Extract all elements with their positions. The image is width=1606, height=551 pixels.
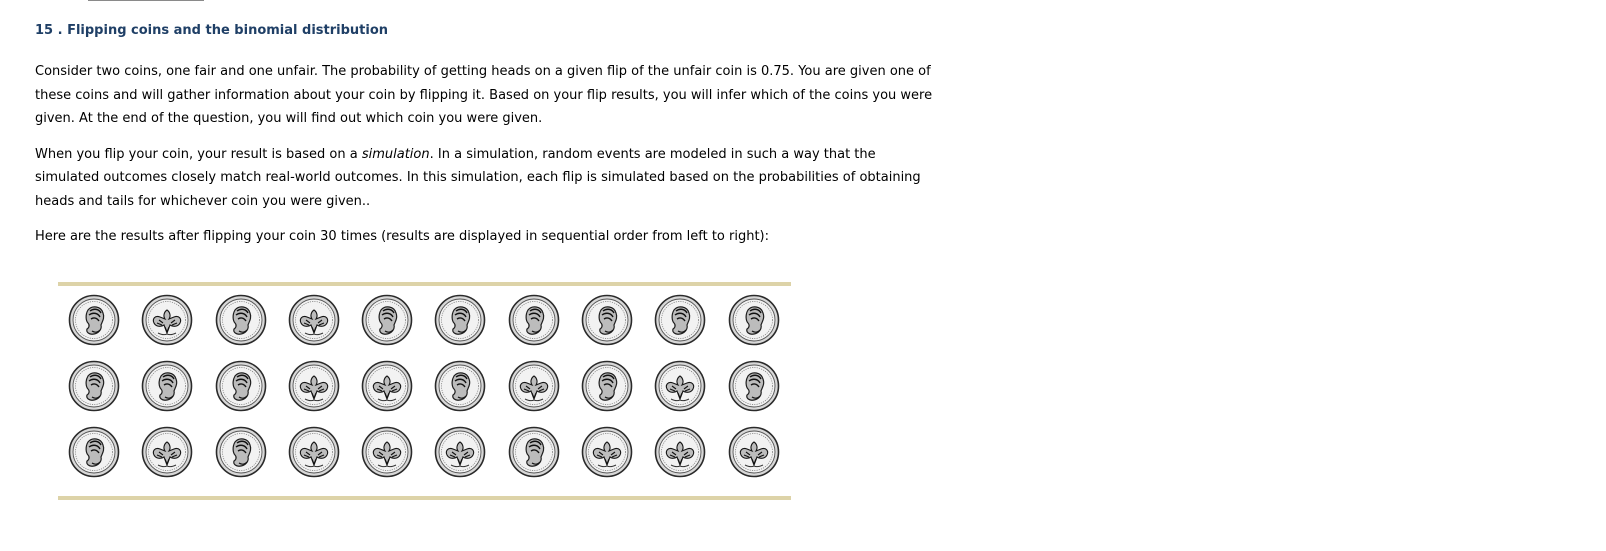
coin-result bbox=[288, 294, 340, 346]
coin-heads-icon bbox=[434, 360, 486, 412]
coin-result bbox=[141, 426, 193, 478]
coin-tails-icon bbox=[361, 426, 413, 478]
coin-result bbox=[361, 360, 413, 412]
coin-heads-icon bbox=[728, 294, 780, 346]
coin-heads-icon bbox=[508, 426, 560, 478]
coin-result bbox=[434, 294, 486, 346]
question-content bbox=[35, 60, 935, 261]
coin-result bbox=[68, 360, 120, 412]
coin-result bbox=[141, 294, 193, 346]
coin-result bbox=[654, 294, 706, 346]
coin-result bbox=[654, 360, 706, 412]
coin-result bbox=[141, 360, 193, 412]
simulation-paragraph-start: When you flip your coin, your result is based on a bbox=[35, 146, 362, 162]
simulation-term: simulation bbox=[361, 146, 430, 162]
coin-heads-icon bbox=[215, 294, 267, 346]
coin-heads-icon bbox=[141, 360, 193, 412]
coin-result bbox=[215, 360, 267, 412]
intro-paragraph: Consider two coins, one fair and one unfair. The probability of getting heads on a given flip of the unfair coin is 0.75. You are given one of these coins and will gather information about your coin by flipping it. Based on your flip results, you will infer which of the coins you were given. At the end of the question, you will find out which coin you were given. bbox=[35, 64, 933, 126]
coin-result bbox=[728, 360, 780, 412]
coin-tails-icon bbox=[141, 294, 193, 346]
coin-heads-icon bbox=[654, 294, 706, 346]
coin-tails-icon bbox=[141, 426, 193, 478]
coin-result bbox=[728, 294, 780, 346]
coin-result bbox=[361, 294, 413, 346]
coin-tails-icon bbox=[581, 426, 633, 478]
results-intro: Here are the results after flipping your coin 30 times (results are displayed in sequential order from left to right): bbox=[35, 229, 769, 244]
coin-heads-icon bbox=[68, 426, 120, 478]
coin-result bbox=[508, 426, 560, 478]
coin-result bbox=[508, 294, 560, 346]
coin-heads-icon bbox=[508, 294, 560, 346]
coin-heads-icon bbox=[581, 294, 633, 346]
coin-heads-icon bbox=[68, 294, 120, 346]
coin-result bbox=[508, 360, 560, 412]
coin-tails-icon bbox=[508, 360, 560, 412]
coin-result bbox=[728, 426, 780, 478]
coin-heads-icon bbox=[728, 360, 780, 412]
coin-tails-icon bbox=[288, 360, 340, 412]
question-title: 15 . Flipping coins and the binomial distribution bbox=[35, 23, 389, 38]
coin-result bbox=[68, 426, 120, 478]
top-divider bbox=[88, 0, 204, 1]
coin-result bbox=[581, 426, 633, 478]
coin-result bbox=[68, 294, 120, 346]
coin-tails-icon bbox=[288, 294, 340, 346]
coin-result bbox=[215, 426, 267, 478]
coin-result bbox=[581, 294, 633, 346]
coin-result bbox=[288, 426, 340, 478]
coin-result bbox=[434, 426, 486, 478]
coin-tails-icon bbox=[728, 426, 780, 478]
coin-result bbox=[288, 360, 340, 412]
coin-result bbox=[361, 426, 413, 478]
coin-result bbox=[215, 294, 267, 346]
coin-tails-icon bbox=[361, 360, 413, 412]
simulation-paragraph bbox=[35, 143, 935, 214]
coin-heads-icon bbox=[215, 360, 267, 412]
coin-results-panel bbox=[58, 282, 791, 500]
coin-tails-icon bbox=[434, 426, 486, 478]
coin-heads-icon bbox=[68, 360, 120, 412]
coin-tails-icon bbox=[288, 426, 340, 478]
coin-tails-icon bbox=[654, 360, 706, 412]
coin-tails-icon bbox=[654, 426, 706, 478]
coin-heads-icon bbox=[215, 426, 267, 478]
coin-heads-icon bbox=[434, 294, 486, 346]
coin-result bbox=[654, 426, 706, 478]
coin-result bbox=[581, 360, 633, 412]
coin-heads-icon bbox=[581, 360, 633, 412]
coin-heads-icon bbox=[361, 294, 413, 346]
coin-results-grid bbox=[68, 294, 788, 478]
simulation-paragraph-end: . In a simulation, random events are modeled in such a way that the simulated outcomes closely match real-world outcomes. In this simulation, each flip is simulated based on the probabilities of obtaining heads and tails for whichever coin you were given.. bbox=[35, 146, 921, 209]
coin-result bbox=[434, 360, 486, 412]
